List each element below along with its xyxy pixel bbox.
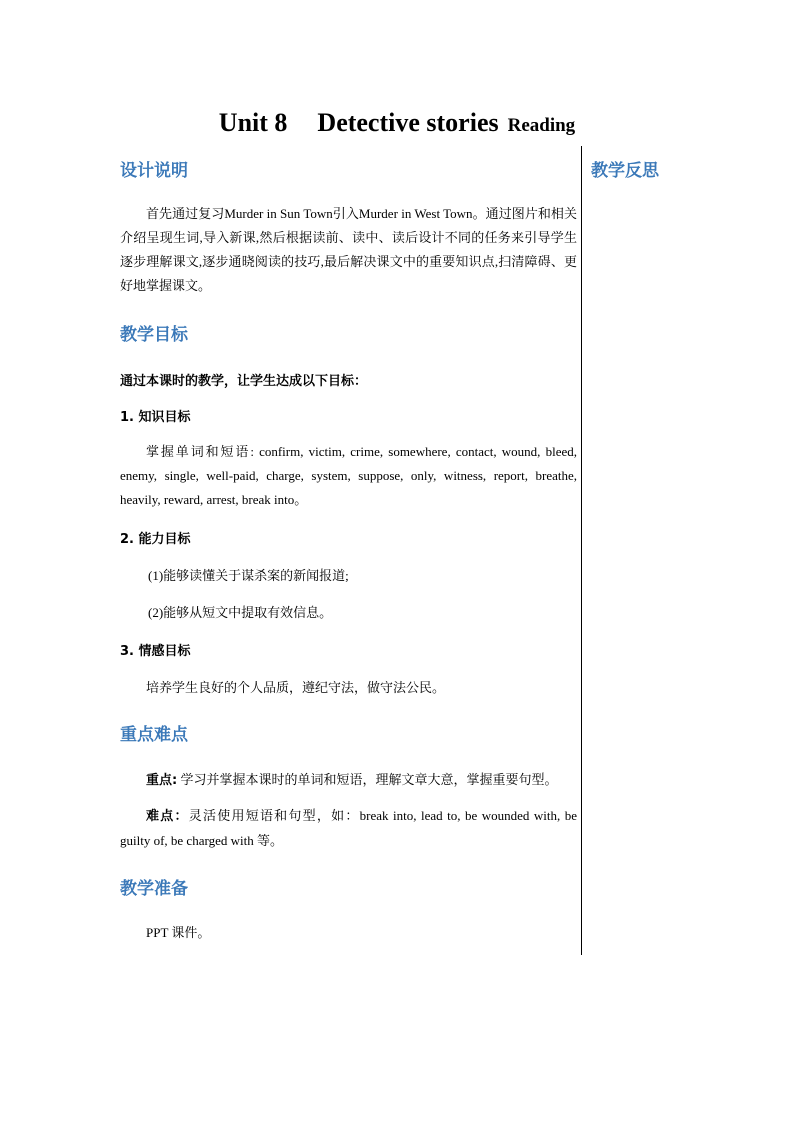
ability-heading: 2. 能力目标 [120, 532, 191, 547]
focus-text: 学习并掌握本课时的单词和短语，理解文章大意，掌握重要句型。 [177, 772, 558, 787]
column-divider [581, 146, 582, 955]
reflection-heading: 教学反思 [591, 161, 659, 181]
key-points-heading: 重点难点 [120, 725, 188, 745]
knowledge-text: 掌握单词和短语: confirm, victim, crime, somewhere, contact, wound, bleed, enemy, single, well-paid, charge, system, suppose, only, witness, report, breathe, heavily, reward, arrest, break into。 [120, 444, 577, 507]
difficulty-para [120, 804, 577, 853]
focus-label: 重点: [146, 773, 178, 788]
difficulty-label: 难点： [146, 809, 189, 824]
objectives-heading: 教学目标 [120, 325, 188, 345]
title-topic: Detective stories [317, 108, 499, 137]
focus-line [146, 769, 557, 788]
title-unit: Unit 8 [218, 108, 288, 137]
preparation-text: PPT 课件。 [146, 925, 211, 940]
reflection-column [591, 156, 659, 181]
difficulty-text: 灵活使用短语和句型，如：break into, lead to, be wounded with, be guilty of, be charged with 等。 [120, 808, 577, 848]
preparation-heading: 教学准备 [120, 879, 188, 899]
emotion-heading: 3. 情感目标 [120, 644, 191, 659]
title-subtitle: Reading [507, 115, 576, 136]
design-text: 首先通过复习Murder in Sun Town引入Murder in West Town。通过图片和相关介绍呈现生词,导入新课,然后根据读前、读中、读后设计不同的任务来引导学生逐步理解课文,逐步通晓阅读的技巧,最后解决课文中的重要知识点,扫清障碍、更好地掌握课文。 [120, 206, 577, 293]
knowledge-heading: 1. 知识目标 [120, 410, 191, 425]
page-title [0, 108, 794, 138]
emotion-text: 培养学生良好的个人品质，遵纪守法，做守法公民。 [146, 680, 446, 695]
ability-item-1: (1)能够读懂关于谋杀案的新闻报道; [148, 568, 349, 583]
design-heading: 设计说明 [120, 161, 188, 181]
ability-item-2: (2)能够从短文中提取有效信息。 [148, 605, 333, 620]
objectives-intro: 通过本课时的教学，让学生达成以下目标： [120, 374, 368, 389]
